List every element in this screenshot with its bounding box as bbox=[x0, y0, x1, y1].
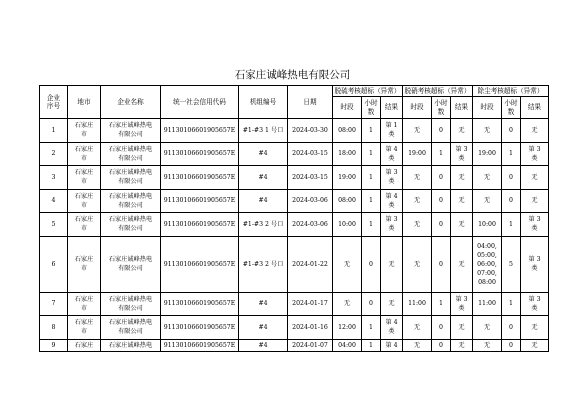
row-date: 2024-03-15 bbox=[288, 166, 333, 190]
row-desulfurization-period: 无 bbox=[333, 236, 362, 292]
header-group-denitration: 脱硝考核超标（异常） bbox=[403, 86, 473, 97]
row-dust-result: 无 bbox=[521, 316, 549, 340]
row-dust-result: 无 bbox=[521, 189, 549, 213]
row-desulfurization-hours: 1 bbox=[362, 119, 381, 143]
row-date: 2024-03-06 bbox=[288, 213, 333, 237]
row-dust-period: 无 bbox=[473, 119, 502, 143]
row-dust-result: 第 3 类 bbox=[521, 236, 549, 292]
header-c-result: 结果 bbox=[521, 97, 549, 119]
row-date: 2024-01-07 bbox=[288, 339, 333, 351]
row-code: 91130106601905657E bbox=[161, 119, 239, 143]
row-date: 2024-03-30 bbox=[288, 119, 333, 143]
row-seq: 7 bbox=[40, 292, 68, 316]
table-row bbox=[40, 316, 549, 340]
row-seq: 9 bbox=[40, 339, 68, 351]
row-denitration-period: 19:00 bbox=[403, 142, 432, 166]
header-a-period: 时段 bbox=[333, 97, 362, 119]
row-desulfurization-hours: 0 bbox=[362, 292, 381, 316]
row-dust-result: 无 bbox=[521, 119, 549, 143]
row-denitration-period: 无 bbox=[403, 339, 432, 351]
row-dust-period: 11:00 bbox=[473, 292, 502, 316]
row-denitration-result: 无 bbox=[451, 339, 473, 351]
row-code: 91130106601905657E bbox=[161, 339, 239, 351]
row-code: 91130106601905657E bbox=[161, 213, 239, 237]
row-seq: 6 bbox=[40, 236, 68, 292]
row-desulfurization-result: 第 4 类 bbox=[381, 142, 403, 166]
row-dust-result: 无 bbox=[521, 339, 549, 351]
row-seq: 4 bbox=[40, 189, 68, 213]
row-dust-hours: 0 bbox=[502, 166, 521, 190]
header-name: 企业名称 bbox=[101, 86, 161, 119]
row-desulfurization-period: 08:00 bbox=[333, 189, 362, 213]
row-dust-period: 无 bbox=[473, 339, 502, 351]
row-desulfurization-period: 12:00 bbox=[333, 316, 362, 340]
header-c-hours: 小时 数 bbox=[502, 97, 521, 119]
header-b-hours: 小时 数 bbox=[432, 97, 451, 119]
row-denitration-period: 无 bbox=[403, 119, 432, 143]
row-denitration-period: 无 bbox=[403, 189, 432, 213]
row-date: 2024-03-06 bbox=[288, 189, 333, 213]
row-seq: 8 bbox=[40, 316, 68, 340]
row-seq: 5 bbox=[40, 213, 68, 237]
row-desulfurization-result: 第 4 类 bbox=[381, 316, 403, 340]
row-desulfurization-hours: 1 bbox=[362, 339, 381, 351]
row-denitration-result: 无 bbox=[451, 316, 473, 340]
row-code: 91130106601905657E bbox=[161, 189, 239, 213]
header-group-desulfurization: 脱硫考核超标（异常） bbox=[333, 86, 403, 97]
row-area: 石家庄 市 bbox=[68, 316, 101, 340]
row-area: 石家庄 市 bbox=[68, 119, 101, 143]
row-denitration-result: 无 bbox=[451, 119, 473, 143]
header-group-dust: 除尘考核超标（异常） bbox=[473, 86, 549, 97]
row-dust-hours: 1 bbox=[502, 213, 521, 237]
row-code: 91130106601905657E bbox=[161, 292, 239, 316]
row-unit: #1-#3 2 号口 bbox=[239, 236, 288, 292]
table-row bbox=[40, 142, 549, 166]
row-desulfurization-result: 第 3 类 bbox=[381, 213, 403, 237]
row-unit: #4 bbox=[239, 316, 288, 340]
row-unit: #4 bbox=[239, 166, 288, 190]
row-desulfurization-period: 10:00 bbox=[333, 213, 362, 237]
row-desulfurization-hours: 1 bbox=[362, 142, 381, 166]
header-area: 地市 bbox=[68, 86, 101, 119]
row-dust-period: 无 bbox=[473, 316, 502, 340]
row-dust-period: 19:00 bbox=[473, 142, 502, 166]
row-dust-hours: 0 bbox=[502, 339, 521, 351]
row-area: 石家庄 市 bbox=[68, 189, 101, 213]
row-area: 石家庄 市 bbox=[68, 142, 101, 166]
row-denitration-period: 无 bbox=[403, 316, 432, 340]
row-dust-hours: 0 bbox=[502, 316, 521, 340]
header-unit: 机组编号 bbox=[239, 86, 288, 119]
header-b-result: 结果 bbox=[451, 97, 473, 119]
header-code: 统一社会信用代码 bbox=[161, 86, 239, 119]
row-code: 91130106601905657E bbox=[161, 236, 239, 292]
row-desulfurization-hours: 1 bbox=[362, 166, 381, 190]
row-denitration-hours: 0 bbox=[432, 236, 451, 292]
table-row bbox=[40, 213, 549, 237]
row-desulfurization-period: 04:00 bbox=[333, 339, 362, 351]
report-table bbox=[39, 85, 549, 352]
row-denitration-hours: 1 bbox=[432, 292, 451, 316]
table-row bbox=[40, 119, 549, 143]
row-desulfurization-result: 第 1 类 bbox=[381, 119, 403, 143]
header-b-period: 时段 bbox=[403, 97, 432, 119]
row-dust-result: 第 3 类 bbox=[521, 213, 549, 237]
row-name: 石家庄诚峰热电 有限公司 bbox=[101, 213, 161, 237]
row-desulfurization-hours: 1 bbox=[362, 189, 381, 213]
row-unit: #4 bbox=[239, 292, 288, 316]
row-desulfurization-period: 19:00 bbox=[333, 166, 362, 190]
row-unit: #4 bbox=[239, 142, 288, 166]
row-dust-hours: 1 bbox=[502, 142, 521, 166]
row-date: 2024-03-15 bbox=[288, 142, 333, 166]
row-dust-period: 04:00, 05:00, 06:00, 07:00, 08:00 bbox=[473, 236, 502, 292]
row-unit: #1-#3 2 号口 bbox=[239, 213, 288, 237]
row-denitration-result: 无 bbox=[451, 236, 473, 292]
row-dust-hours: 5 bbox=[502, 236, 521, 292]
row-denitration-period: 无 bbox=[403, 213, 432, 237]
table-row bbox=[40, 292, 549, 316]
header-a-result: 结果 bbox=[381, 97, 403, 119]
table-body bbox=[40, 119, 549, 352]
row-name: 石家庄诚峰热电 有限公司 bbox=[101, 292, 161, 316]
row-unit: #1-#3 1 号口 bbox=[239, 119, 288, 143]
row-unit: #4 bbox=[239, 189, 288, 213]
row-desulfurization-result: 无 bbox=[381, 292, 403, 316]
row-date: 2024-01-22 bbox=[288, 236, 333, 292]
row-desulfurization-period: 无 bbox=[333, 292, 362, 316]
row-desulfurization-hours: 1 bbox=[362, 213, 381, 237]
row-seq: 3 bbox=[40, 166, 68, 190]
row-date: 2024-01-17 bbox=[288, 292, 333, 316]
table-row bbox=[40, 236, 549, 292]
row-area: 石家庄 市 bbox=[68, 166, 101, 190]
row-denitration-period: 无 bbox=[403, 236, 432, 292]
row-denitration-hours: 0 bbox=[432, 339, 451, 351]
row-area: 石家庄 市 bbox=[68, 292, 101, 316]
row-desulfurization-hours: 1 bbox=[362, 316, 381, 340]
row-date: 2024-01-16 bbox=[288, 316, 333, 340]
row-desulfurization-hours: 0 bbox=[362, 236, 381, 292]
row-area: 石家庄 市 bbox=[68, 213, 101, 237]
row-dust-period: 10:00 bbox=[473, 213, 502, 237]
row-desulfurization-result: 无 bbox=[381, 236, 403, 292]
row-name: 石家庄诚峰热电 有限公司 bbox=[101, 166, 161, 190]
row-dust-period: 无 bbox=[473, 166, 502, 190]
row-denitration-result: 第 3 类 bbox=[451, 142, 473, 166]
row-name: 石家庄诚峰热电 有限公司 bbox=[101, 236, 161, 292]
row-code: 91130106601905657E bbox=[161, 316, 239, 340]
row-denitration-hours: 0 bbox=[432, 166, 451, 190]
table-row bbox=[40, 166, 549, 190]
row-denitration-result: 无 bbox=[451, 213, 473, 237]
table-row bbox=[40, 339, 549, 351]
row-denitration-result: 第 3 类 bbox=[451, 292, 473, 316]
row-denitration-result: 无 bbox=[451, 189, 473, 213]
document-title: 石家庄诚峰热电有限公司 bbox=[234, 69, 351, 81]
table-row bbox=[40, 189, 549, 213]
row-unit: #4 bbox=[239, 339, 288, 351]
row-denitration-period: 11:00 bbox=[403, 292, 432, 316]
header-a-hours: 小时 数 bbox=[362, 97, 381, 119]
row-denitration-hours: 1 bbox=[432, 142, 451, 166]
row-desulfurization-period: 08:00 bbox=[333, 119, 362, 143]
row-desulfurization-result: 第 3 类 bbox=[381, 166, 403, 190]
row-dust-result: 第 3 类 bbox=[521, 292, 549, 316]
header-seq: 企业 序号 bbox=[40, 86, 68, 119]
row-desulfurization-period: 18:00 bbox=[333, 142, 362, 166]
row-dust-period: 无 bbox=[473, 189, 502, 213]
row-dust-hours: 1 bbox=[502, 292, 521, 316]
row-denitration-hours: 0 bbox=[432, 189, 451, 213]
row-name: 石家庄诚峰热电 有限公司 bbox=[101, 142, 161, 166]
row-desulfurization-result: 第 4 bbox=[381, 339, 403, 351]
row-seq: 1 bbox=[40, 119, 68, 143]
row-dust-hours: 0 bbox=[502, 189, 521, 213]
row-code: 91130106601905657E bbox=[161, 166, 239, 190]
row-denitration-hours: 0 bbox=[432, 119, 451, 143]
row-name: 石家庄诚峰热电 有限公司 bbox=[101, 316, 161, 340]
row-seq: 2 bbox=[40, 142, 68, 166]
row-denitration-period: 无 bbox=[403, 166, 432, 190]
row-denitration-result: 无 bbox=[451, 166, 473, 190]
row-dust-result: 无 bbox=[521, 166, 549, 190]
row-dust-result: 第 3 类 bbox=[521, 142, 549, 166]
header-c-period: 时段 bbox=[473, 97, 502, 119]
row-dust-hours: 0 bbox=[502, 119, 521, 143]
row-area: 石家庄 市 bbox=[68, 236, 101, 292]
row-desulfurization-result: 第 4 类 bbox=[381, 189, 403, 213]
row-code: 91130106601905657E bbox=[161, 142, 239, 166]
row-denitration-hours: 0 bbox=[432, 213, 451, 237]
row-denitration-hours: 0 bbox=[432, 316, 451, 340]
row-name: 石家庄诚峰热电 有限公司 bbox=[101, 189, 161, 213]
row-name: 石家庄诚峰热电 bbox=[101, 339, 161, 351]
header-date: 日期 bbox=[288, 86, 333, 119]
row-name: 石家庄诚峰热电 有限公司 bbox=[101, 119, 161, 143]
row-area: 石家庄 bbox=[68, 339, 101, 351]
